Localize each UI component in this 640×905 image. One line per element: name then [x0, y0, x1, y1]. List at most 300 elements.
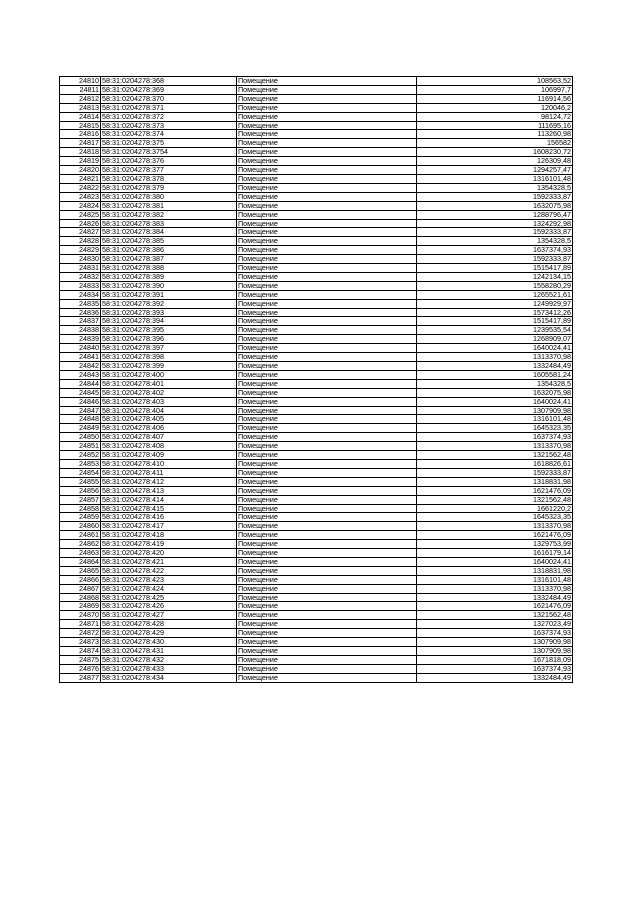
value-cell: 1621476,09: [417, 531, 573, 540]
cadastral-number-cell: 58:31:0204278:431: [101, 647, 237, 656]
cadastral-number-cell: 58:31:0204278:407: [101, 433, 237, 442]
table-row: [60, 673, 573, 682]
row-number-cell: 24813: [60, 103, 101, 112]
table-row: [60, 174, 573, 183]
value-cell: 1558280,29: [417, 281, 573, 290]
row-number-cell: 24851: [60, 442, 101, 451]
property-table-body: [60, 77, 573, 683]
value-cell: 116914,56: [417, 94, 573, 103]
object-type-cell: Помещение: [237, 326, 417, 335]
table-row: [60, 433, 573, 442]
row-number-cell: 24871: [60, 620, 101, 629]
table-row: [60, 397, 573, 406]
value-cell: 1313370,98: [417, 522, 573, 531]
object-type-cell: Помещение: [237, 451, 417, 460]
table-row: [60, 540, 573, 549]
cadastral-number-cell: 58:31:0204278:380: [101, 192, 237, 201]
row-number-cell: 24812: [60, 94, 101, 103]
cadastral-number-cell: 58:31:0204278:404: [101, 406, 237, 415]
value-cell: 1313370,98: [417, 442, 573, 451]
value-cell: 1637374,93: [417, 629, 573, 638]
cadastral-number-cell: 58:31:0204278:387: [101, 255, 237, 264]
cadastral-number-cell: 58:31:0204278:375: [101, 139, 237, 148]
object-type-cell: Помещение: [237, 148, 417, 157]
object-type-cell: Помещение: [237, 655, 417, 664]
table-row: [60, 531, 573, 540]
table-row: [60, 629, 573, 638]
table-row: [60, 299, 573, 308]
table-row: [60, 210, 573, 219]
cadastral-number-cell: 58:31:0204278:422: [101, 566, 237, 575]
value-cell: 1316101,48: [417, 174, 573, 183]
object-type-cell: Помещение: [237, 459, 417, 468]
table-row: [60, 166, 573, 175]
table-row: [60, 504, 573, 513]
cadastral-number-cell: 58:31:0204278:411: [101, 468, 237, 477]
row-number-cell: 24846: [60, 397, 101, 406]
value-cell: 1632075,98: [417, 388, 573, 397]
row-number-cell: 24853: [60, 459, 101, 468]
table-row: [60, 326, 573, 335]
row-number-cell: 24872: [60, 629, 101, 638]
value-cell: 1616179,14: [417, 549, 573, 558]
cadastral-number-cell: 58:31:0204278:395: [101, 326, 237, 335]
object-type-cell: Помещение: [237, 513, 417, 522]
table-row: [60, 557, 573, 566]
object-type-cell: Помещение: [237, 121, 417, 130]
value-cell: 1640024,41: [417, 344, 573, 353]
object-type-cell: Помещение: [237, 379, 417, 388]
value-cell: 1332484,49: [417, 362, 573, 371]
table-row: [60, 513, 573, 522]
table-row: [60, 335, 573, 344]
row-number-cell: 24867: [60, 584, 101, 593]
row-number-cell: 24855: [60, 477, 101, 486]
cadastral-number-cell: 58:31:0204278:386: [101, 246, 237, 255]
value-cell: 1632075,98: [417, 201, 573, 210]
object-type-cell: Помещение: [237, 130, 417, 139]
value-cell: 1671818,09: [417, 655, 573, 664]
table-row: [60, 415, 573, 424]
cadastral-number-cell: 58:31:0204278:433: [101, 664, 237, 673]
cadastral-number-cell: 58:31:0204278:397: [101, 344, 237, 353]
object-type-cell: Помещение: [237, 166, 417, 175]
object-type-cell: Помещение: [237, 647, 417, 656]
row-number-cell: 24877: [60, 673, 101, 682]
object-type-cell: Помещение: [237, 540, 417, 549]
value-cell: 156582: [417, 139, 573, 148]
table-row: [60, 442, 573, 451]
row-number-cell: 24817: [60, 139, 101, 148]
cadastral-number-cell: 58:31:0204278:414: [101, 495, 237, 504]
object-type-cell: Помещение: [237, 593, 417, 602]
cadastral-number-cell: 58:31:0204278:417: [101, 522, 237, 531]
cadastral-number-cell: 58:31:0204278:388: [101, 264, 237, 273]
cadastral-number-cell: 58:31:0204278:393: [101, 308, 237, 317]
row-number-cell: 24829: [60, 246, 101, 255]
table-row: [60, 228, 573, 237]
table-row: [60, 495, 573, 504]
value-cell: 106997,7: [417, 85, 573, 94]
cadastral-number-cell: 58:31:0204278:401: [101, 379, 237, 388]
value-cell: 1242134,15: [417, 272, 573, 281]
cadastral-number-cell: 58:31:0204278:408: [101, 442, 237, 451]
row-number-cell: 24869: [60, 602, 101, 611]
value-cell: 1307909,98: [417, 647, 573, 656]
object-type-cell: Помещение: [237, 566, 417, 575]
row-number-cell: 24848: [60, 415, 101, 424]
object-type-cell: Помещение: [237, 442, 417, 451]
value-cell: 1637374,93: [417, 433, 573, 442]
object-type-cell: Помещение: [237, 433, 417, 442]
value-cell: 1332484,49: [417, 673, 573, 682]
cadastral-number-cell: 58:31:0204278:426: [101, 602, 237, 611]
table-row: [60, 201, 573, 210]
cadastral-number-cell: 58:31:0204278:384: [101, 228, 237, 237]
object-type-cell: Помещение: [237, 77, 417, 86]
cadastral-number-cell: 58:31:0204278:370: [101, 94, 237, 103]
row-number-cell: 24840: [60, 344, 101, 353]
row-number-cell: 24856: [60, 486, 101, 495]
row-number-cell: 24847: [60, 406, 101, 415]
value-cell: 1573412,26: [417, 308, 573, 317]
object-type-cell: Помещение: [237, 584, 417, 593]
row-number-cell: 24834: [60, 290, 101, 299]
object-type-cell: Помещение: [237, 522, 417, 531]
table-row: [60, 94, 573, 103]
row-number-cell: 24876: [60, 664, 101, 673]
object-type-cell: Помещение: [237, 477, 417, 486]
value-cell: 1637374,93: [417, 664, 573, 673]
object-type-cell: Помещение: [237, 139, 417, 148]
row-number-cell: 24866: [60, 575, 101, 584]
object-type-cell: Помещение: [237, 255, 417, 264]
cadastral-number-cell: 58:31:0204278:396: [101, 335, 237, 344]
row-number-cell: 24826: [60, 219, 101, 228]
row-number-cell: 24864: [60, 557, 101, 566]
cadastral-number-cell: 58:31:0204278:371: [101, 103, 237, 112]
object-type-cell: Помещение: [237, 629, 417, 638]
cadastral-number-cell: 58:31:0204278:434: [101, 673, 237, 682]
table-row: [60, 77, 573, 86]
table-row: [60, 121, 573, 130]
row-number-cell: 24821: [60, 174, 101, 183]
cadastral-number-cell: 58:31:0204278:400: [101, 370, 237, 379]
table-row: [60, 255, 573, 264]
table-row: [60, 344, 573, 353]
value-cell: 1608230,72: [417, 148, 573, 157]
value-cell: 1515417,89: [417, 264, 573, 273]
value-cell: 1618826,61: [417, 459, 573, 468]
table-row: [60, 281, 573, 290]
value-cell: 1592333,87: [417, 192, 573, 201]
value-cell: 113260,98: [417, 130, 573, 139]
object-type-cell: Помещение: [237, 495, 417, 504]
row-number-cell: 24815: [60, 121, 101, 130]
object-type-cell: Помещение: [237, 611, 417, 620]
value-cell: 1249929,97: [417, 299, 573, 308]
object-type-cell: Помещение: [237, 638, 417, 647]
row-number-cell: 24838: [60, 326, 101, 335]
value-cell: 1637374,93: [417, 246, 573, 255]
table-row: [60, 130, 573, 139]
row-number-cell: 24850: [60, 433, 101, 442]
row-number-cell: 24816: [60, 130, 101, 139]
table-row: [60, 148, 573, 157]
value-cell: 1318831,98: [417, 477, 573, 486]
row-number-cell: 24859: [60, 513, 101, 522]
value-cell: 1592333,87: [417, 228, 573, 237]
cadastral-number-cell: 58:31:0204278:383: [101, 219, 237, 228]
object-type-cell: Помещение: [237, 575, 417, 584]
row-number-cell: 24868: [60, 593, 101, 602]
object-type-cell: Помещение: [237, 531, 417, 540]
row-number-cell: 24842: [60, 362, 101, 371]
table-row: [60, 549, 573, 558]
table-row: [60, 103, 573, 112]
row-number-cell: 24870: [60, 611, 101, 620]
object-type-cell: Помещение: [237, 557, 417, 566]
cadastral-number-cell: 58:31:0204278:398: [101, 353, 237, 362]
object-type-cell: Помещение: [237, 219, 417, 228]
row-number-cell: 24832: [60, 272, 101, 281]
table-row: [60, 139, 573, 148]
value-cell: 126309,48: [417, 157, 573, 166]
cadastral-number-cell: 58:31:0204278:416: [101, 513, 237, 522]
row-number-cell: 24843: [60, 370, 101, 379]
object-type-cell: Помещение: [237, 299, 417, 308]
value-cell: 1316101,48: [417, 575, 573, 584]
value-cell: 1605581,24: [417, 370, 573, 379]
table-row: [60, 406, 573, 415]
cadastral-number-cell: 58:31:0204278:427: [101, 611, 237, 620]
object-type-cell: Помещение: [237, 210, 417, 219]
table-row: [60, 424, 573, 433]
value-cell: 1307909,98: [417, 638, 573, 647]
object-type-cell: Помещение: [237, 290, 417, 299]
object-type-cell: Помещение: [237, 272, 417, 281]
table-row: [60, 664, 573, 673]
table-row: [60, 584, 573, 593]
cadastral-number-cell: 58:31:0204278:402: [101, 388, 237, 397]
row-number-cell: 24873: [60, 638, 101, 647]
table-row: [60, 272, 573, 281]
table-row: [60, 237, 573, 246]
value-cell: 1265521,61: [417, 290, 573, 299]
value-cell: 108563,52: [417, 77, 573, 86]
cadastral-number-cell: 58:31:0204278:420: [101, 549, 237, 558]
object-type-cell: Помещение: [237, 317, 417, 326]
row-number-cell: 24836: [60, 308, 101, 317]
object-type-cell: Помещение: [237, 183, 417, 192]
table-row: [60, 308, 573, 317]
cadastral-number-cell: 58:31:0204278:379: [101, 183, 237, 192]
row-number-cell: 24852: [60, 451, 101, 460]
object-type-cell: Помещение: [237, 486, 417, 495]
value-cell: 1332484,49: [417, 593, 573, 602]
value-cell: 1640024,41: [417, 397, 573, 406]
cadastral-number-cell: 58:31:0204278:373: [101, 121, 237, 130]
value-cell: 1313370,98: [417, 584, 573, 593]
row-number-cell: 24819: [60, 157, 101, 166]
row-number-cell: 24830: [60, 255, 101, 264]
row-number-cell: 24857: [60, 495, 101, 504]
cadastral-number-cell: 58:31:0204278:425: [101, 593, 237, 602]
cadastral-number-cell: 58:31:0204278:394: [101, 317, 237, 326]
row-number-cell: 24827: [60, 228, 101, 237]
row-number-cell: 24845: [60, 388, 101, 397]
table-row: [60, 477, 573, 486]
cadastral-number-cell: 58:31:0204278:424: [101, 584, 237, 593]
value-cell: 1316101,48: [417, 415, 573, 424]
row-number-cell: 24811: [60, 85, 101, 94]
row-number-cell: 24841: [60, 353, 101, 362]
object-type-cell: Помещение: [237, 237, 417, 246]
cadastral-number-cell: 58:31:0204278:391: [101, 290, 237, 299]
cadastral-number-cell: 58:31:0204278:378: [101, 174, 237, 183]
cadastral-number-cell: 58:31:0204278:382: [101, 210, 237, 219]
row-number-cell: 24849: [60, 424, 101, 433]
value-cell: 1661220,2: [417, 504, 573, 513]
table-row: [60, 317, 573, 326]
object-type-cell: Помещение: [237, 228, 417, 237]
table-row: [60, 362, 573, 371]
object-type-cell: Помещение: [237, 157, 417, 166]
row-number-cell: 24837: [60, 317, 101, 326]
object-type-cell: Помещение: [237, 370, 417, 379]
object-type-cell: Помещение: [237, 664, 417, 673]
cadastral-number-cell: 58:31:0204278:415: [101, 504, 237, 513]
value-cell: 1307909,98: [417, 406, 573, 415]
object-type-cell: Помещение: [237, 504, 417, 513]
property-table: [59, 76, 573, 683]
table-row: [60, 290, 573, 299]
table-row: [60, 575, 573, 584]
row-number-cell: 24814: [60, 112, 101, 121]
object-type-cell: Помещение: [237, 94, 417, 103]
object-type-cell: Помещение: [237, 201, 417, 210]
cadastral-number-cell: 58:31:0204278:3754: [101, 148, 237, 157]
value-cell: 1329753,99: [417, 540, 573, 549]
cadastral-number-cell: 58:31:0204278:390: [101, 281, 237, 290]
object-type-cell: Помещение: [237, 112, 417, 121]
object-type-cell: Помещение: [237, 353, 417, 362]
table-row: [60, 264, 573, 273]
cadastral-number-cell: 58:31:0204278:374: [101, 130, 237, 139]
value-cell: 1294257,47: [417, 166, 573, 175]
value-cell: 1515417,89: [417, 317, 573, 326]
cadastral-number-cell: 58:31:0204278:381: [101, 201, 237, 210]
table-row: [60, 85, 573, 94]
cadastral-number-cell: 58:31:0204278:432: [101, 655, 237, 664]
object-type-cell: Помещение: [237, 406, 417, 415]
value-cell: 111695,16: [417, 121, 573, 130]
cadastral-number-cell: 58:31:0204278:376: [101, 157, 237, 166]
value-cell: 1288796,47: [417, 210, 573, 219]
cadastral-number-cell: 58:31:0204278:369: [101, 85, 237, 94]
table-row: [60, 655, 573, 664]
object-type-cell: Помещение: [237, 174, 417, 183]
object-type-cell: Помещение: [237, 549, 417, 558]
object-type-cell: Помещение: [237, 673, 417, 682]
object-type-cell: Помещение: [237, 602, 417, 611]
row-number-cell: 24810: [60, 77, 101, 86]
value-cell: 1354328,5: [417, 183, 573, 192]
row-number-cell: 24863: [60, 549, 101, 558]
object-type-cell: Помещение: [237, 192, 417, 201]
value-cell: 1239535,54: [417, 326, 573, 335]
object-type-cell: Помещение: [237, 397, 417, 406]
table-row: [60, 638, 573, 647]
cadastral-number-cell: 58:31:0204278:406: [101, 424, 237, 433]
row-number-cell: 24833: [60, 281, 101, 290]
value-cell: 1354328,5: [417, 237, 573, 246]
row-number-cell: 24860: [60, 522, 101, 531]
value-cell: 1621476,09: [417, 486, 573, 495]
cadastral-number-cell: 58:31:0204278:392: [101, 299, 237, 308]
object-type-cell: Помещение: [237, 308, 417, 317]
row-number-cell: 24874: [60, 647, 101, 656]
cadastral-number-cell: 58:31:0204278:419: [101, 540, 237, 549]
value-cell: 1592333,87: [417, 468, 573, 477]
object-type-cell: Помещение: [237, 281, 417, 290]
table-row: [60, 593, 573, 602]
cadastral-number-cell: 58:31:0204278:410: [101, 459, 237, 468]
table-row: [60, 353, 573, 362]
table-row: [60, 522, 573, 531]
value-cell: 1645323,35: [417, 424, 573, 433]
cadastral-number-cell: 58:31:0204278:423: [101, 575, 237, 584]
value-cell: 1592333,87: [417, 255, 573, 264]
cadastral-number-cell: 58:31:0204278:430: [101, 638, 237, 647]
cadastral-number-cell: 58:31:0204278:399: [101, 362, 237, 371]
row-number-cell: 24820: [60, 166, 101, 175]
table-row: [60, 647, 573, 656]
value-cell: 1313370,98: [417, 353, 573, 362]
table-row: [60, 183, 573, 192]
row-number-cell: 24823: [60, 192, 101, 201]
table-row: [60, 388, 573, 397]
row-number-cell: 24818: [60, 148, 101, 157]
cadastral-number-cell: 58:31:0204278:418: [101, 531, 237, 540]
row-number-cell: 24844: [60, 379, 101, 388]
cadastral-number-cell: 58:31:0204278:385: [101, 237, 237, 246]
row-number-cell: 24822: [60, 183, 101, 192]
table-row: [60, 451, 573, 460]
object-type-cell: Помещение: [237, 264, 417, 273]
table-row: [60, 459, 573, 468]
cadastral-number-cell: 58:31:0204278:409: [101, 451, 237, 460]
value-cell: 1268909,07: [417, 335, 573, 344]
cadastral-number-cell: 58:31:0204278:429: [101, 629, 237, 638]
table-row: [60, 620, 573, 629]
row-number-cell: 24824: [60, 201, 101, 210]
cadastral-number-cell: 58:31:0204278:377: [101, 166, 237, 175]
table-row: [60, 468, 573, 477]
cadastral-number-cell: 58:31:0204278:428: [101, 620, 237, 629]
value-cell: 1640024,41: [417, 557, 573, 566]
cadastral-number-cell: 58:31:0204278:389: [101, 272, 237, 281]
object-type-cell: Помещение: [237, 362, 417, 371]
row-number-cell: 24828: [60, 237, 101, 246]
table-row: [60, 370, 573, 379]
value-cell: 1621476,09: [417, 602, 573, 611]
row-number-cell: 24825: [60, 210, 101, 219]
table-row: [60, 379, 573, 388]
row-number-cell: 24861: [60, 531, 101, 540]
row-number-cell: 24865: [60, 566, 101, 575]
cadastral-number-cell: 58:31:0204278:421: [101, 557, 237, 566]
